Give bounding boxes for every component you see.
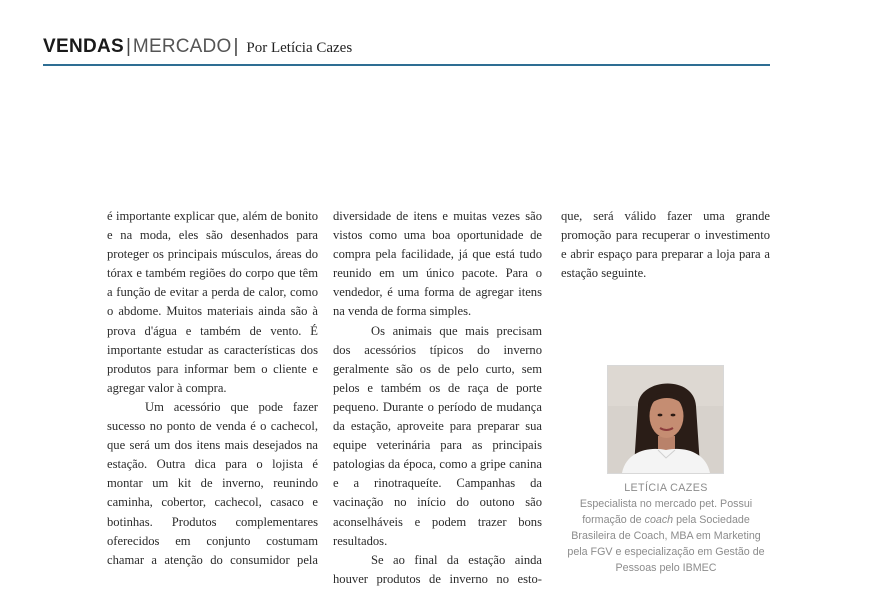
bio-italic: coach [644,514,674,526]
header-separator-2: | [233,36,239,57]
header-rule [43,64,770,66]
section-title: VENDAS [43,36,124,57]
paragraph: Se ao final da estação ainda houver produtos de inverno no esto- [333,552,542,586]
author-bio [560,480,772,576]
bio-text: Especialista no mercado pet. Possui formação de [579,498,753,526]
paragraph: Os animais que mais precisam dos acessórios típicos do inverno geralmente são os de pelo curto, sem pelos e também os de raça de porte pequeno. Durante o período de mudança da estação, aproveite para preparar sua equipe veterinária para as principais patologias da época, como a gripe canina e a rinotraqueíte. Campanhas da vacinação no início do outono são aconselháveis e podem trazer bons resultados. [333,323,542,548]
page-header [43,36,770,64]
paragraph: diversidade de itens e muitas vezes são vistos como uma boa oportunidade de compra pela facilidade, já que está tudo reunido em um único pacote. Para o vendedor, é uma forma de agregar itens na venda de forma simples. [333,209,542,319]
subsection-title: MERCADO [132,36,232,57]
paragraph: que, será válido fazer uma grande promoção para recuperar o investimento e abrir espaço para preparar a loja para a estação seguinte. [561,209,770,281]
bio-text-end: pela Sociedade Brasileira de Coach, MBA em Marketing pela FGV e especialização em Gestão de Pessoas pelo IBMEC [567,514,765,574]
article-column-1 [107,207,318,570]
author-photo [607,365,724,474]
byline: Por Letícia Cazes [246,40,353,56]
article-column-3 [561,207,770,283]
paragraph: Um acessório que pode fazer sucesso no ponto de venda é o cachecol, que será um dos itens mais desejados na estação. Outra dica para o lojista é montar um kit de inverno, reunindo caminha, cobertor, cachecol, casaco e botinhas. Produtos complementares oferecidos em conjunto costumam chamar a atenção do consumidor pela [107,399,318,567]
author-name: LETÍCIA CAZES [624,482,708,494]
author-description [560,496,772,576]
header-separator: | [125,36,131,57]
author-portrait-image [608,366,723,473]
paragraph: é importante explicar que, além de bonito e na moda, eles são desenhados para proteger os principais músculos, áreas do tórax e também regiões do corpo que têm a função de evitar a perda de calor, como o abdome. Muitos materiais ainda são à prova d'água e também de vento. É importante estudar as características dos produtos para informar bem o cliente e agregar valor à compra. [107,209,318,395]
article-column-2 [333,207,542,589]
